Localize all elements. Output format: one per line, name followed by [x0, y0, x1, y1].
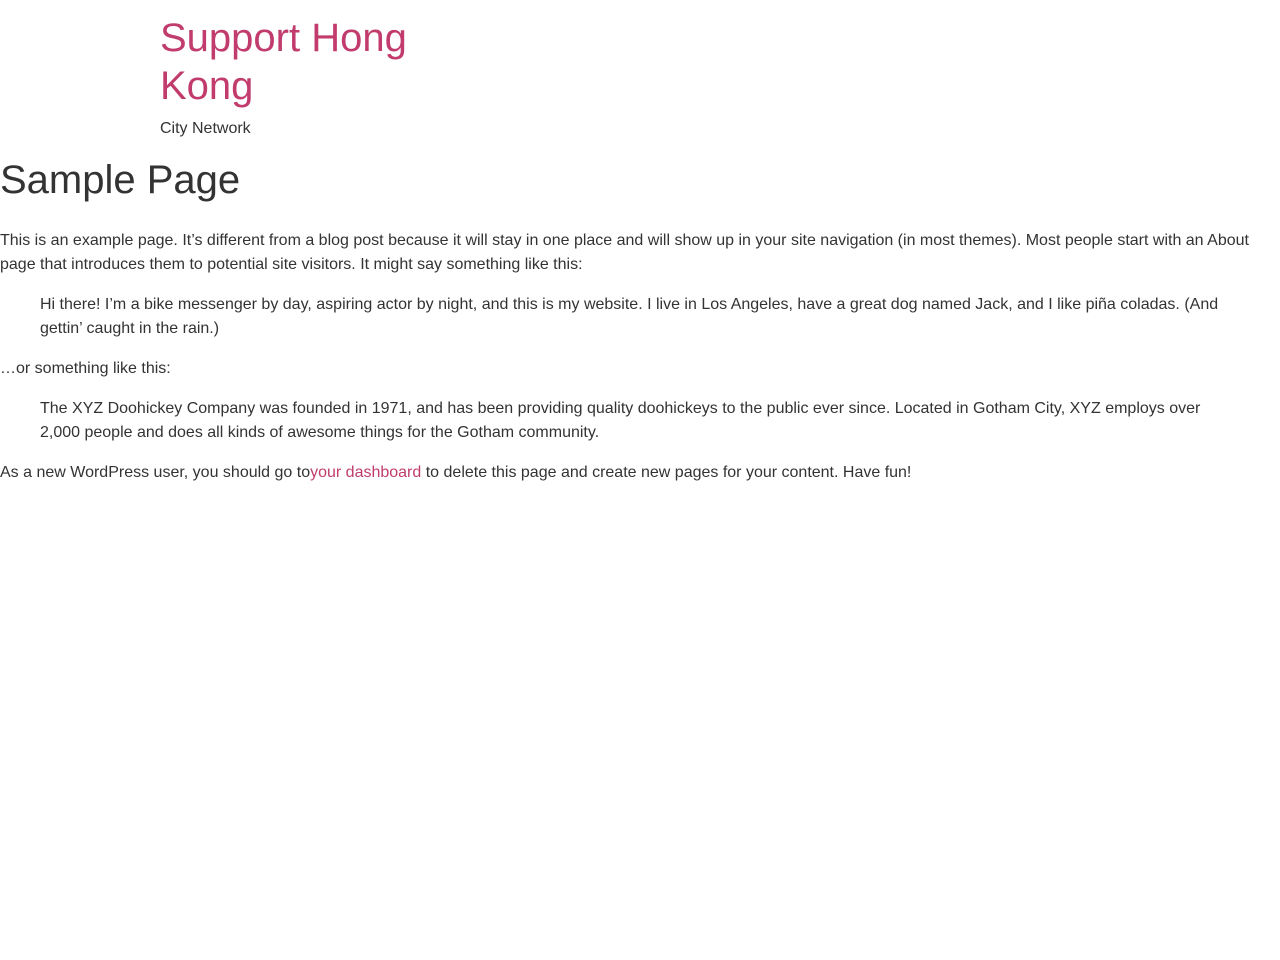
page-content: [0, 153, 1260, 485]
entry-content: [0, 229, 1260, 485]
blockquote-bike-messenger: Hi there! I’m a bike messenger by day, aspiring actor by night, and this is my website. I live in Los Angeles, have a great dog named Jack, and I like piña coladas. (And gettin’ caught in the rain.): [40, 296, 1219, 337]
closing-text-after: to delete this page and create new pages for your content. Have fun!: [421, 464, 912, 481]
closing-text-before: As a new WordPress user, you should go to: [0, 464, 311, 481]
site-header: [160, 14, 460, 140]
page-title: Sample Page: [0, 158, 241, 202]
closing-paragraph: [0, 461, 1260, 485]
blockquote-doohickey-company: The XYZ Doohickey Company was founded in 1971, and has been providing quality doohickeys to the public ever since. Located in Gotham City, XYZ employs over 2,000 people and does all kinds of awesome things for the Gotham community.: [40, 400, 1201, 441]
site-tagline: City Network: [160, 120, 251, 137]
site-title-link[interactable]: Support Hong Kong: [160, 16, 407, 108]
intro-paragraph: This is an example page. It’s different from a blog post because it will stay in one place and will show up in your site navigation (in most themes). Most people start with an About page that introduces them to potential site visitors. It might say something like this:: [0, 232, 1249, 273]
transition-paragraph: …or something like this:: [0, 360, 171, 377]
dashboard-link[interactable]: your dashboard: [310, 464, 422, 481]
